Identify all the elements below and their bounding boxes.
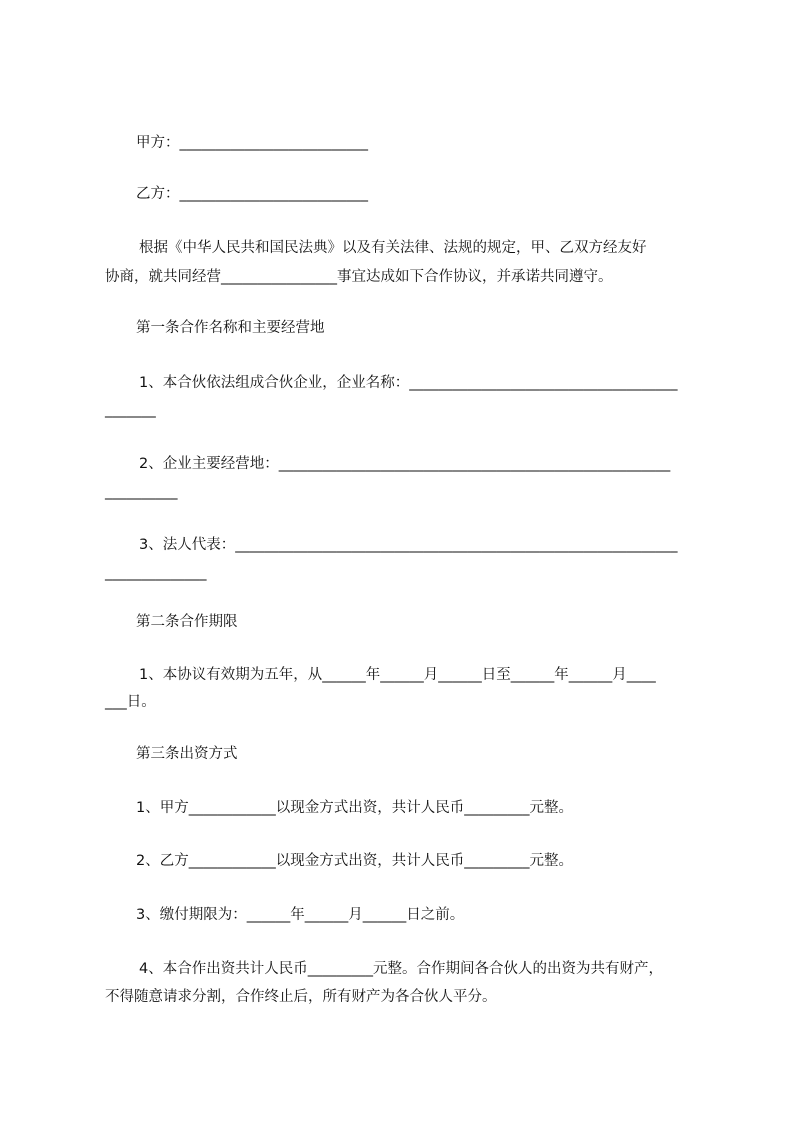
article-2-item-1-line-1: 1、本协议有效期为五年，从______年______月______日至______年______月____ [139, 667, 656, 683]
party-a-line: 甲方：__________________________ [136, 135, 368, 151]
article-2-item-1-line-2: ___日。 [105, 694, 156, 710]
article-2-title: 第二条合作期限 [136, 614, 238, 630]
article-1-item-1-line-1: 1、本合伙依法组成合伙企业，企业名称：_____________________________________ [139, 375, 678, 391]
intro-line-2: 协商，就共同经营________________事宜达成如下合作协议，并承诺共同遵守。 [105, 269, 613, 285]
article-3-item-4-line-2: 不得随意请求分割，合作终止后，所有财产为各合伙人平分。 [105, 989, 497, 1005]
party-b-line: 乙方：__________________________ [136, 186, 368, 202]
article-3-item-2: 2、乙方____________以现金方式出资，共计人民币_________元整。 [136, 853, 573, 869]
article-3-title: 第三条出资方式 [136, 746, 238, 762]
article-1-item-3-line-2: ______________ [105, 565, 207, 581]
article-3-item-4-line-1: 4、本合作出资共计人民币_________元整。合作期间各合伙人的出资为共有财产， [139, 961, 663, 977]
article-1-item-2-line-2: __________ [105, 484, 178, 500]
intro-line-1: 根据《中华人民共和国民法典》以及有关法律、法规的规定，甲、乙双方经友好 [139, 240, 647, 256]
article-1-item-2-line-1: 2、企业主要经营地：______________________________________________________ [139, 456, 671, 472]
article-3-item-3: 3、缴付期限为：______年______月______日之前。 [136, 907, 465, 923]
article-1-title: 第一条合作名称和主要经营地 [136, 320, 325, 336]
article-1-item-3-line-1: 3、法人代表：_____________________________________________________________ [139, 537, 678, 553]
article-1-item-1-line-2: _______ [105, 402, 156, 418]
article-3-item-1: 1、甲方____________以现金方式出资，共计人民币_________元整。 [136, 800, 573, 816]
